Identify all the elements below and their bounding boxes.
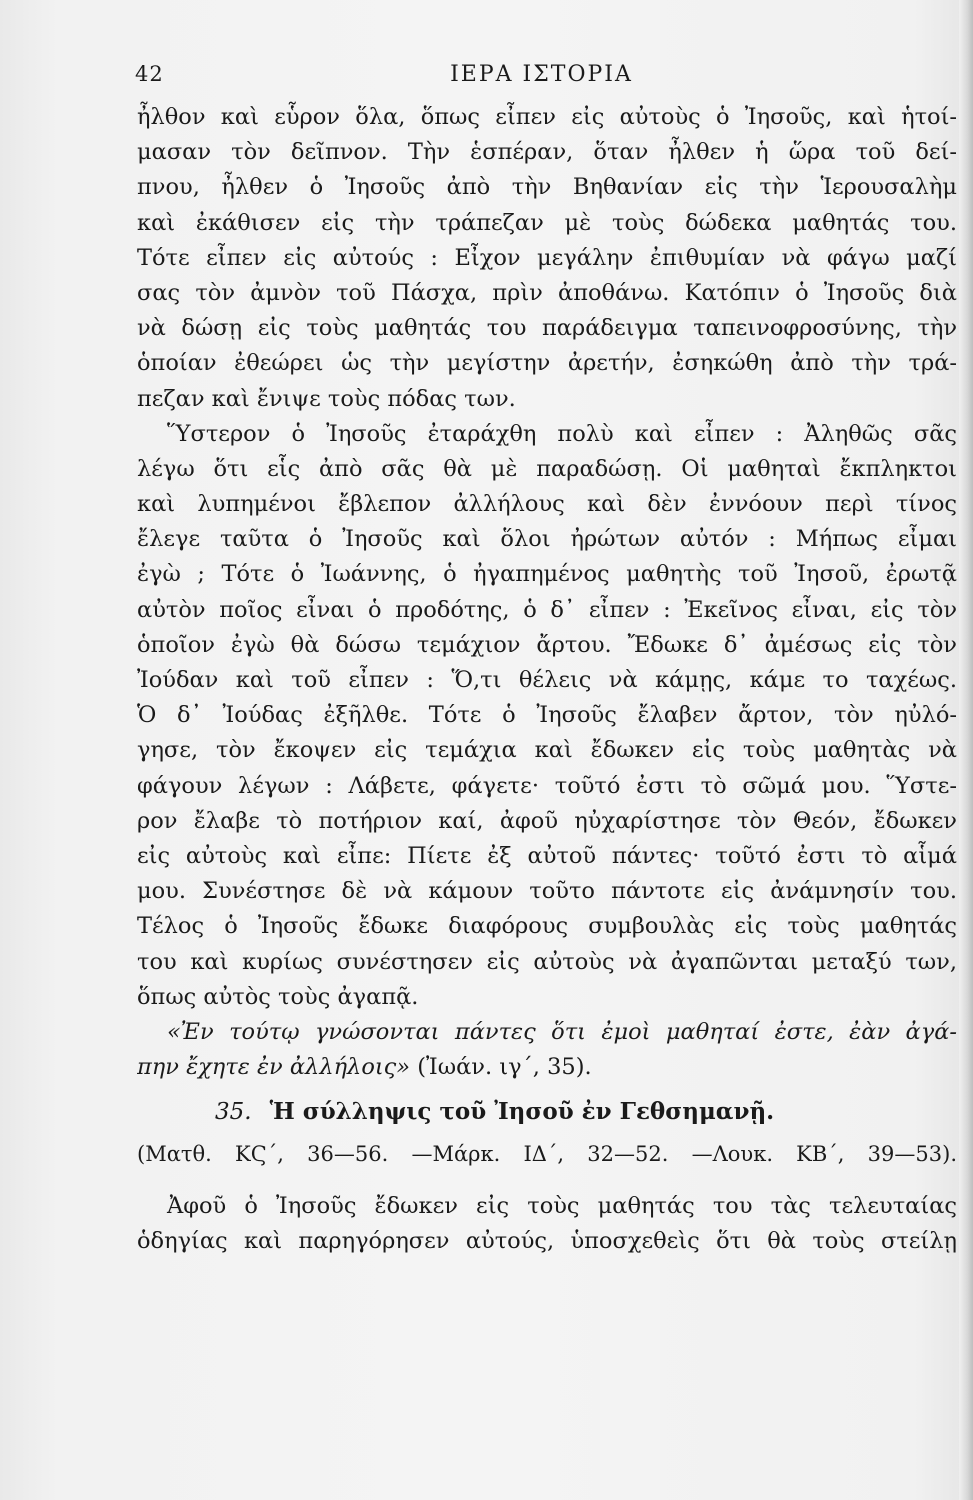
text-line: μου. Συνέστησε δὲ νὰ κάμουν τοῦτο πάντοτε εἰς ἀνάμνησίν του.: [137, 878, 957, 905]
page-header: [135, 62, 948, 92]
text-line: εἰς αὐτοὺς καὶ εἶπε: Πίετε ἐξ αὐτοῦ πάντες· τοῦτό ἐστι τὸ αἷμά: [137, 842, 957, 869]
text-line: ἐγὼ ; Τότε ὁ Ἰωάννης, ὁ ἠγαπημένος μαθητὴς τοῦ Ἰησοῦ, ἐρωτᾷ: [137, 561, 957, 588]
text-line: ἦλθον καὶ εὗρον ὅλα, ὅπως εἶπεν εἰς αὐτοὺς ὁ Ἰησοῦς, καὶ ἡτοί-: [137, 104, 957, 130]
text-line: λέγω ὅτι εἷς ἀπὸ σᾶς θὰ μὲ παραδώσῃ. Οἱ μαθηταὶ ἔκπληκτοι: [137, 455, 957, 482]
section-heading: [137, 1093, 957, 1131]
text-line: νὰ δώσῃ εἰς τοὺς μαθητάς του παράδειγμα ταπεινοφροσύνης, τὴν: [137, 315, 957, 342]
text-line: πεζαν καὶ ἔνιψε τοὺς πόδας των.: [137, 385, 516, 412]
text-line: ὁποῖον ἐγὼ θὰ δώσω τεμάχιον ἄρτου. Ἔδωκε δ᾽ ἀμέσως εἰς τὸν: [137, 631, 957, 658]
text-line: Τέλος ὁ Ἰησοῦς ἔδωκε διαφόρους συμβουλὰς εἰς τοὺς μαθητάς: [137, 913, 957, 940]
main-text: [137, 100, 957, 1260]
text-line: γησε, τὸν ἔκοψεν εἰς τεμάχια καὶ ἔδωκεν εἰς τοὺς μαθητὰς νὰ: [137, 737, 957, 764]
text-line: μασαν τὸν δεῖπνον. Τὴν ἑσπέραν, ὅταν ἦλθεν ἡ ὥρα τοῦ δεί-: [137, 139, 957, 166]
paragraph-start-line: Ὕστερον ὁ Ἰησοῦς ἐταράχθη πολὺ καὶ εἶπεν : Ἀληθῶς σᾶς: [167, 420, 957, 447]
text-line: ρον ἔλαβε τὸ ποτήριον καί, ἀφοῦ ηὐχαρίστησε τὸν Θεόν, ἔδωκεν: [137, 807, 957, 834]
scripture-quote-end: [137, 1050, 957, 1085]
running-title: ΙΕΡΑ ΙΣΤΟΡΙΑ: [450, 62, 633, 87]
text-line: ἔλεγε ταῦτα ὁ Ἰησοῦς καὶ ὅλοι ἠρώτων αὐτόν : Μήπως εἶμαι: [137, 526, 957, 553]
page-edge-shadow: [959, 0, 973, 1500]
text-line: Ὁ δ᾽ Ἰούδας ἐξῆλθε. Τότε ὁ Ἰησοῦς ἔλαβεν ἄρτον, τὸν ηὐλό-: [137, 702, 957, 729]
section-title: Ἡ σύλληψις τοῦ Ἰησοῦ ἐν Γεθσημανῇ.: [269, 1098, 775, 1126]
scripture-reference: (Ἰωάν. ιγ´, 35).: [417, 1054, 592, 1081]
text-line: φάγουν λέγων : Λάβετε, φάγετε· τοῦτό ἐστι τὸ σῶμά μου. Ὕστε-: [137, 772, 957, 799]
text-line: ὅπως αὐτὸς τοὺς ἀγαπᾷ.: [137, 983, 419, 1010]
scripture-quote-text: πην ἔχητε ἐν ἀλλήλοις»: [137, 1054, 411, 1081]
page-number: 42: [135, 62, 164, 86]
text-line: ὁποίαν ἐθεώρει ὡς τὴν μεγίστην ἀρετήν, ἐσηκώθη ἀπὸ τὴν τρά-: [137, 350, 957, 377]
section-number: 35.: [215, 1099, 252, 1126]
paragraph-start-line: Ἀφοῦ ὁ Ἰησοῦς ἔδωκεν εἰς τοὺς μαθητάς του τὰς τελευταίας: [167, 1193, 957, 1220]
text-line: αὐτὸν ποῖος εἶναι ὁ προδότης, ὁ δ᾽ εἶπεν : Ἐκεῖνος εἶναι, εἰς τὸν: [137, 596, 957, 623]
scripture-quote-line: «Ἐν τούτῳ γνώσονται πάντες ὅτι ἐμοὶ μαθηταί ἐστε, ἐὰν ἀγά-: [167, 1018, 957, 1045]
text-line: Ἰούδαν καὶ τοῦ εἶπεν : Ὅ,τι θέλεις νὰ κάμῃς, κάμε το ταχέως.: [137, 667, 957, 693]
text-line: του καὶ κυρίως συνέστησεν εἰς αὐτοὺς νὰ ἀγαπῶνται μεταξύ των,: [137, 948, 957, 975]
text-line: Τότε εἶπεν εἰς αὐτούς : Εἶχον μεγάλην ἐπιθυμίαν νὰ φάγω μαζί: [137, 244, 957, 271]
text-line: σας τὸν ἀμνὸν τοῦ Πάσχα, πρὶν ἀποθάνω. Κατόπιν ὁ Ἰησοῦς διὰ: [137, 279, 957, 306]
text-line: πνου, ἦλθεν ὁ Ἰησοῦς ἀπὸ τὴν Βηθανίαν εἰς τὴν Ἱερουσαλὴμ: [137, 174, 957, 201]
text-line: καὶ ἐκάθισεν εἰς τὴν τράπεζαν μὲ τοὺς δώδεκα μαθητάς του.: [137, 209, 957, 236]
gospel-references: (Ματθ. ΚϚ´, 36—56. —Μάρκ. ΙΔ´, 32—52. —Λουκ. ΚΒ´, 39—53).: [137, 1142, 957, 1167]
text-line: καὶ λυπημένοι ἔβλεπον ἀλλήλους καὶ δὲν ἐννόουν περὶ τίνος: [137, 491, 957, 518]
text-line: ὁδηγίας καὶ παρηγόρησεν αὐτούς, ὑποσχεθεὶς ὅτι θὰ τοὺς στείλῃ: [137, 1228, 957, 1255]
